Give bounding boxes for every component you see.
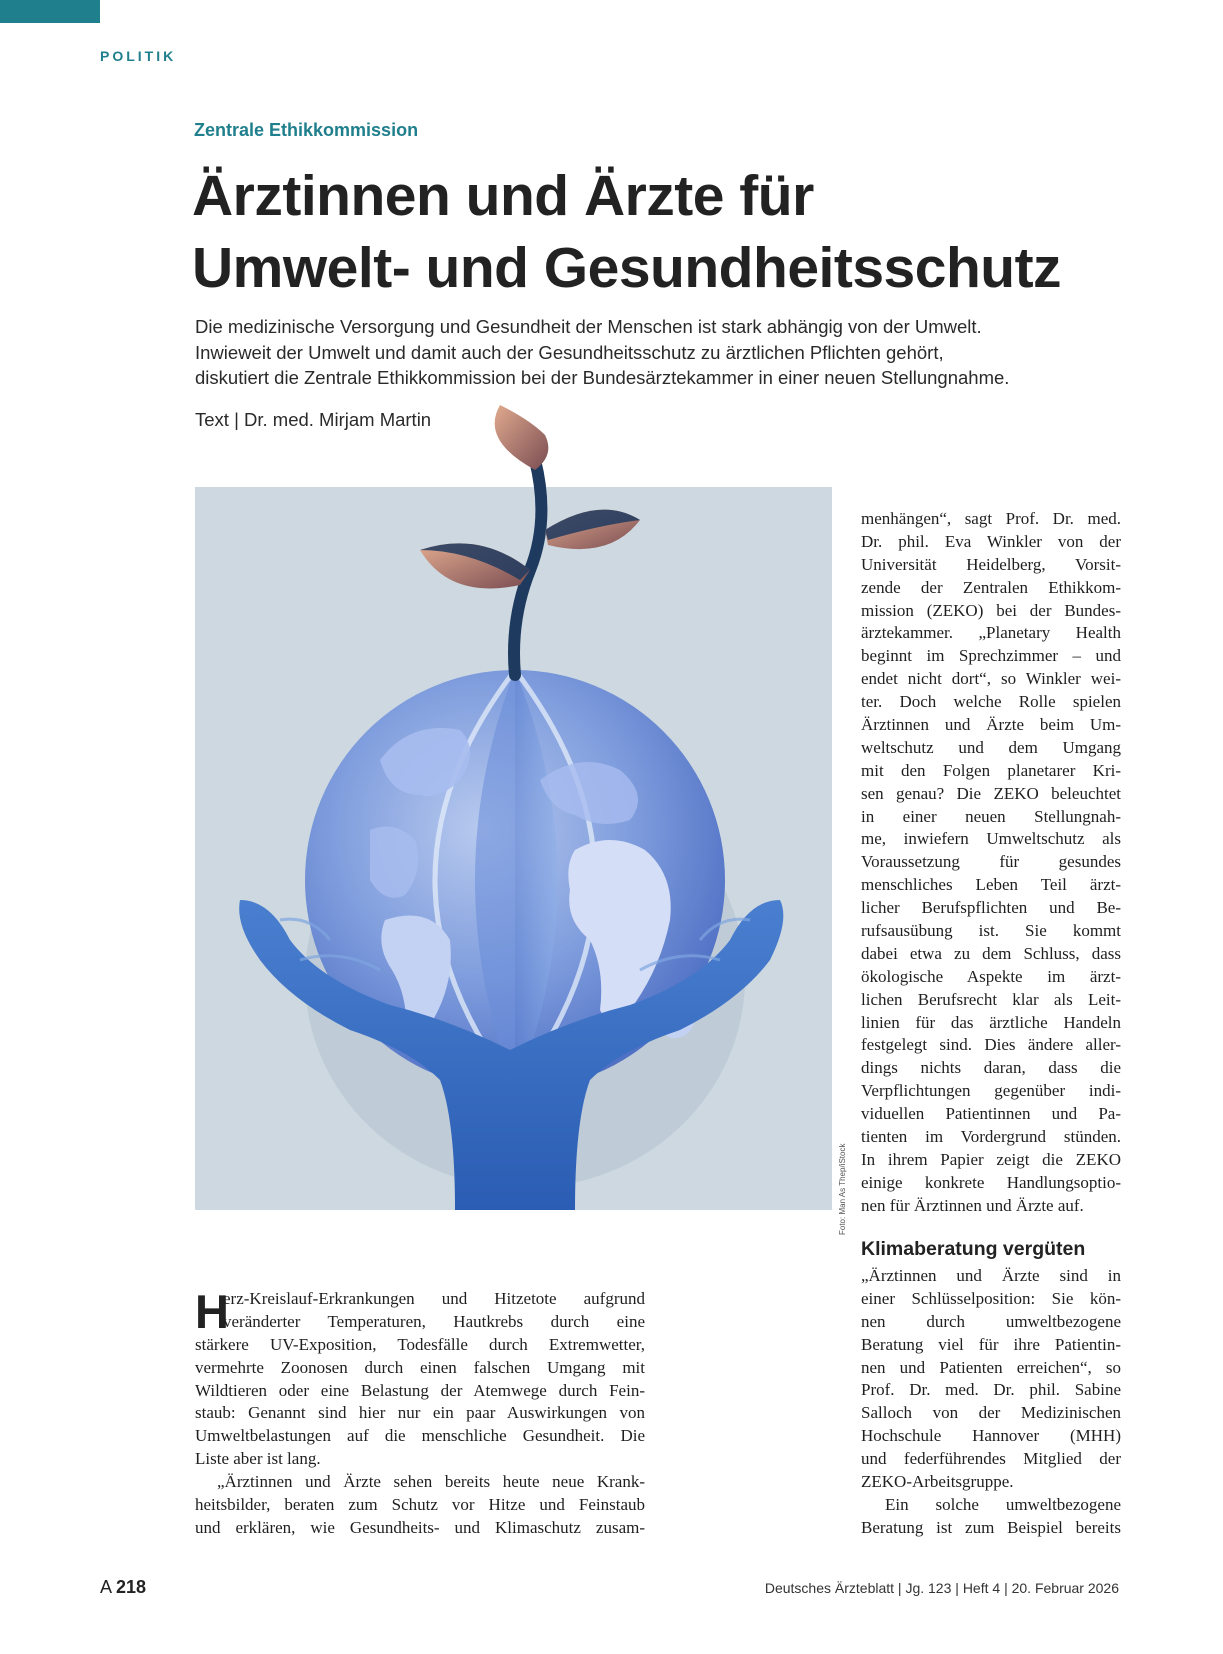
text-line: Liste aber ist lang. (195, 1449, 321, 1469)
text-line: erz-Kreislauf-Erkrankungen und Hitzetote aufgrund (223, 1289, 645, 1308)
text-line: ökologische Aspekte im ärzt- (861, 966, 1121, 986)
lead-line: diskutiert die Zentrale Ethikkommission bei der Bundesärztekammer in einer neuen Stellungnahme. (195, 367, 1010, 388)
journal-name: Deutsches Ärzteblatt (764, 1580, 895, 1596)
text-line: sen genau? Die ZEKO beleuchtet (861, 783, 1121, 803)
text-line: Ein solche umweltbezogene (885, 1494, 1121, 1514)
text-line: Verpflichtungen gegenüber indi- (861, 1081, 1121, 1101)
text-line: lichen Berufsrecht klar als Leit- (861, 989, 1121, 1009)
image-credit: Foto: Man As Thep/iStock (838, 1143, 847, 1235)
journal-issue: Heft 4 (962, 1580, 1001, 1596)
text-line: zende der Zentralen Ethikkom- (861, 577, 1121, 597)
lead-line: Inwieweit der Umwelt und damit auch der Gesundheitsschutz zu ärztlichen Pflichten gehört, (195, 341, 944, 363)
text-line: staub: Genannt sind hier nur ein paar Auswirkungen von (195, 1403, 645, 1423)
text-line: festgelegt sind. Dies ändere aller- (861, 1035, 1121, 1055)
text-line: vermehrte Zoonosen durch einen falschen Umgang mit (195, 1357, 645, 1377)
journal-volume: Jg. 123 (905, 1580, 952, 1596)
page-number-value: 218 (116, 1577, 147, 1597)
text-line: veränderter Temperaturen, Hautkrebs durch eine (223, 1311, 645, 1331)
text-line: linien für das ärztliche Handeln (861, 1012, 1121, 1032)
headline-line-2: Umwelt- und Gesundheitsschutz (192, 236, 1062, 300)
text-line: stärkere UV-Exposition, Todesfälle durch Extremwetter, (195, 1334, 645, 1354)
text-line: dings nichts daran, dass die (861, 1058, 1121, 1078)
subheading: Klimaberatung vergüten (861, 1238, 1086, 1260)
lead-line: Die medizinische Versorgung und Gesundheit der Menschen ist stark abhängig von der Umwelt. (195, 316, 982, 337)
page-title (192, 160, 1061, 304)
body-column-right (861, 508, 1121, 1218)
text-line: Ärztinnen und Ärzte beim Um- (861, 715, 1121, 735)
text-line: ärztekammer. „Planetary Health (861, 623, 1121, 643)
text-line: mission (ZEKO) bei der Bundes- (861, 600, 1121, 620)
text-line: „Ärztinnen und Ärzte sehen bereits heute neue Krank- (217, 1472, 645, 1492)
page-number (100, 1577, 146, 1598)
text-line: heitsbilder, beraten zum Schutz vor Hitze und Feinstaub (195, 1495, 645, 1515)
text-line: Voraussetzung für gesundes (861, 852, 1121, 872)
text-line: und federführendes Mitglied der (861, 1449, 1121, 1469)
text-line: endet nicht dort“, so Winkler wei- (861, 669, 1121, 689)
journal-footer (765, 1580, 1119, 1596)
kicker: Zentrale Ethikkommission (194, 120, 419, 140)
text-line: Prof. Dr. med. Dr. phil. Sabine (861, 1380, 1121, 1400)
text-line: einer Schlüsselposition: Sie kön- (861, 1288, 1121, 1308)
accent-bar (0, 0, 100, 23)
footer-separator: | (1004, 1580, 1008, 1596)
text-line: ter. Doch welche Rolle spielen (861, 692, 1121, 712)
page-prefix: A (100, 1577, 112, 1597)
text-line: tienten im Vordergrund stünden. (861, 1127, 1121, 1147)
text-line: Universität Heidelberg, Vorsit- (861, 554, 1121, 574)
text-line: Dr. phil. Eva Winkler von der (861, 531, 1121, 551)
journal-date: 20. Februar 2026 (1011, 1580, 1119, 1596)
text-line: beginnt im Sprechzimmer – und (861, 646, 1121, 666)
globe-sprout-hands-illustration (180, 400, 850, 1240)
text-line: Salloch von der Medizinischen (861, 1403, 1121, 1423)
text-line: nen für Ärztinnen und Ärzte auf. (861, 1195, 1084, 1215)
text-line: Hochschule Hannover (MHH) (861, 1426, 1121, 1446)
text-line: mit den Folgen planetarer Kri- (861, 760, 1121, 780)
text-line: rufsausübung ist. Sie kommt (861, 921, 1121, 941)
text-line: ZEKO-Arbeitsgruppe. (861, 1472, 1014, 1492)
text-line: weltschutz und dem Umgang (861, 737, 1121, 757)
text-line: nen durch umweltbezogene (861, 1311, 1121, 1331)
text-line: dabei etwa zu dem Schluss, dass (861, 943, 1121, 963)
text-line: Umweltbelastungen auf die menschliche Gesundheit. Die (195, 1426, 645, 1446)
text-line: Beratung viel für ihre Patientin- (861, 1334, 1121, 1354)
body-column-right-continued (861, 1265, 1121, 1540)
text-line: Wildtieren oder eine Belastung der Atemwege durch Fein- (195, 1380, 645, 1400)
footer-separator: | (955, 1580, 959, 1596)
text-line: in einer neuen Stellungnah- (861, 806, 1121, 826)
section-label: POLITIK (100, 48, 177, 64)
text-line: me, inwiefern Umweltschutz als (861, 829, 1121, 849)
text-line: menhängen“, sagt Prof. Dr. med. (861, 509, 1121, 528)
leaf-icon (495, 405, 549, 470)
body-column-left (195, 1285, 645, 1540)
text-line: In ihrem Papier zeigt die ZEKO (861, 1149, 1121, 1169)
drop-cap: H (195, 1285, 229, 1338)
text-line: menschliches Leben Teil ärzt- (861, 875, 1121, 895)
text-line: „Ärztinnen und Ärzte sind in (861, 1266, 1121, 1285)
text-line: und erklären, wie Gesundheits- und Klimaschutz zusam- (195, 1517, 645, 1537)
text-line: Beratung ist zum Beispiel bereits (861, 1517, 1121, 1537)
lead-paragraph (195, 314, 1075, 391)
headline-line-1: Ärztinnen und Ärzte für (192, 164, 814, 228)
text-line: licher Berufspflichten und Be- (861, 898, 1121, 918)
text-line: nen und Patienten erreichen“, so (861, 1357, 1121, 1377)
footer-separator: | (897, 1580, 902, 1596)
text-line: viduellen Patientinnen und Pa- (861, 1104, 1121, 1124)
text-line: einige konkrete Handlungsoptio- (861, 1172, 1121, 1192)
byline: Text | Dr. med. Mirjam Martin (195, 409, 432, 430)
